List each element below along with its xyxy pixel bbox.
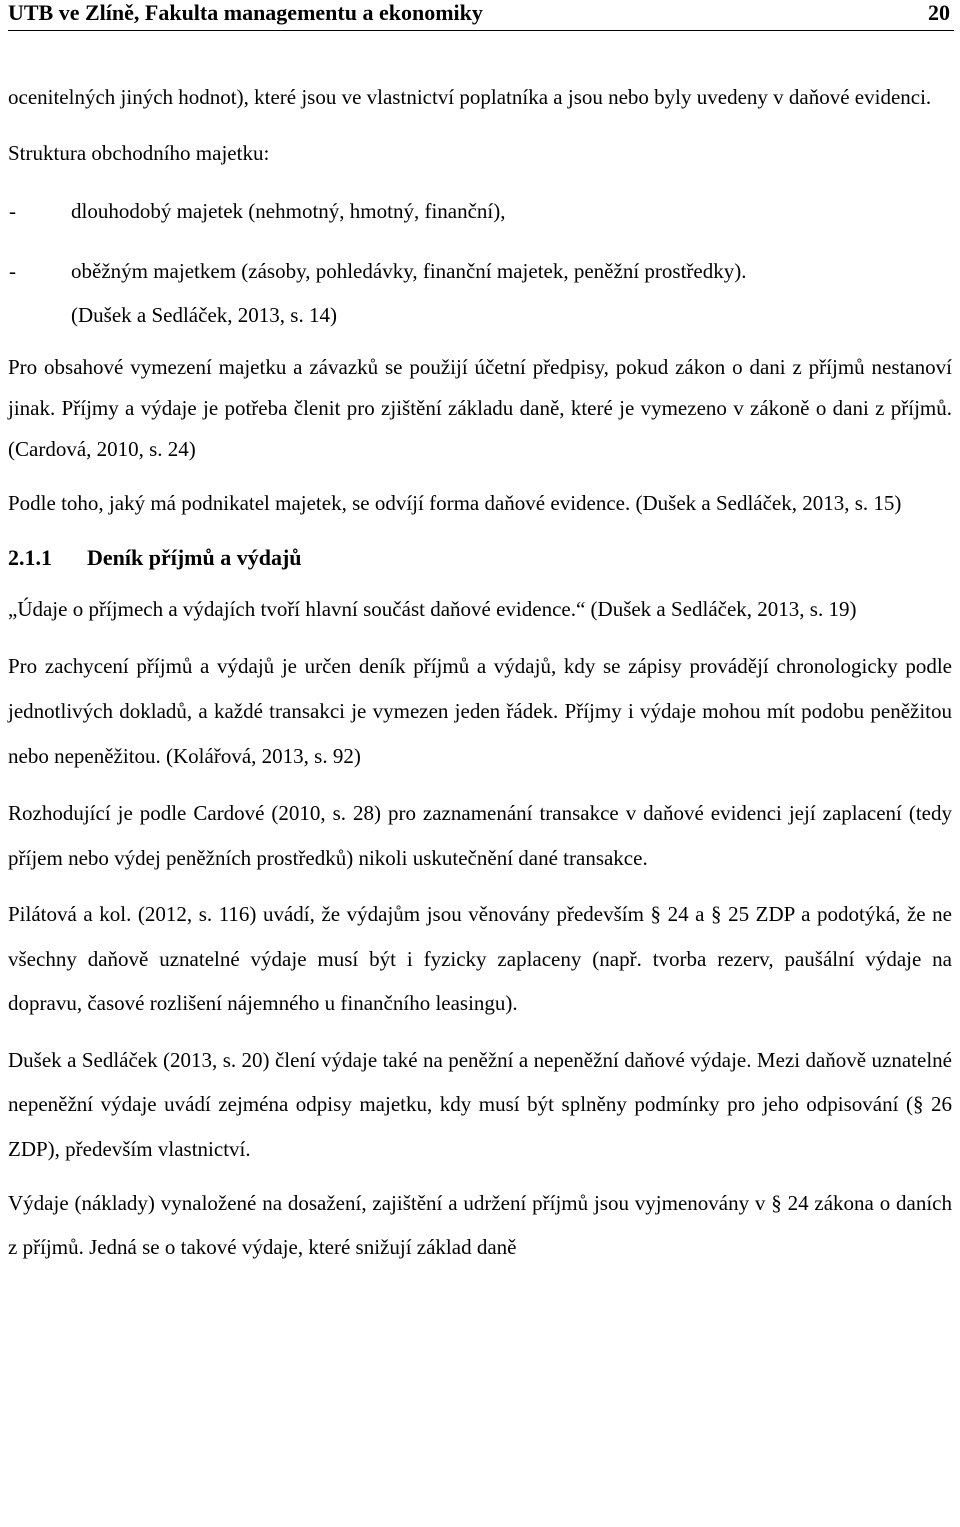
citation: (Dušek a Sedláček, 2013, s. 14) [71, 303, 337, 327]
page-header [8, 0, 954, 31]
list-item [8, 189, 952, 233]
paragraph: Pilátová a kol. (2012, s. 116) uvádí, že výdajům jsou věnovány především § 24 a § 25 ZDP a podotýká, že ne všechny daňově uznatelné výdaje musí být i fyzicky zaplaceny (např. tvorba rezerv, paušální výdaje na dopravu, časové rozlišení nájemného u finančního leasingu). [8, 902, 952, 1015]
list-item-text: dlouhodobý majetek (nehmotný, hmotný, finanční), [71, 199, 506, 223]
bullet-dash: - [9, 259, 16, 283]
list-item [8, 249, 952, 293]
paragraph: Struktura obchodního majetku: [8, 141, 270, 165]
section-number: 2.1.1 [8, 545, 52, 570]
list-item-text: oběžným majetkem (zásoby, pohledávky, finanční majetek, peněžní prostředky). [71, 259, 747, 283]
section-title: Deník příjmů a výdajů [87, 545, 302, 570]
paragraph: ocenitelných jiných hodnot), které jsou ve vlastnictví poplatníka a jsou nebo byly uvedeny v daňové evidenci. [8, 85, 932, 109]
header-title: UTB ve Zlíně, Fakulta managementu a ekonomiky [8, 0, 483, 25]
paragraph: Pro obsahové vymezení majetku a závazků se použijí účetní předpisy, pokud zákon o dani z příjmů nestanoví jinak. Příjmy a výdaje je potřeba členit pro zjištění základu daně, které je vymezeno v zákoně o dani z příjmů. (Cardová, 2010, s. 24) [8, 355, 952, 461]
paragraph: Rozhodující je podle Cardové (2010, s. 28) pro zaznamenání transakce v daňové evidenci její zaplacení (tedy příjem nebo výdej peněžních prostředků) nikoli uskutečnění dané transakce. [8, 801, 952, 870]
paragraph: Dušek a Sedláček (2013, s. 20) člení výdaje také na peněžní a nepeněžní daňové výdaje. Mezi daňově uznatelné nepeněžní výdaje uvádí zejména odpisy majetku, kdy musí být splněny podmínky pro jeho odpisování (§ 26 ZDP), především vlastnictví. [8, 1047, 952, 1161]
paragraph: Výdaje (náklady) vynaložené na dosažení, zajištění a udržení příjmů jsou vyjmenovány v § 24 zákona o daních z příjmů. Jedná se o takové výdaje, které snižují základ daně [8, 1191, 952, 1259]
document-body [8, 75, 952, 1269]
section-heading [8, 536, 952, 580]
bullet-list [8, 189, 952, 293]
paragraph: Pro zachycení příjmů a výdajů je určen deník příjmů a výdajů, kdy se zápisy provádějí chronologicky podle jednotlivých dokladů, a každé transakci je vymezen jeden řádek. Příjmy i výdaje mohou mít podobu peněžitou nebo nepeněžitou. (Kolářová, 2013, s. 92) [8, 654, 952, 768]
page-number: 20 [928, 0, 950, 25]
paragraph: Podle toho, jaký má podnikatel majetek, se odvíjí forma daňové evidence. (Dušek a Sedláček, 2013, s. 15) [8, 491, 902, 515]
bullet-dash: - [9, 199, 16, 223]
quote-paragraph: „Údaje o příjmech a výdajích tvoří hlavní součást daňové evidence.“ (Dušek a Sedláček, 2013, s. 19) [8, 597, 857, 621]
